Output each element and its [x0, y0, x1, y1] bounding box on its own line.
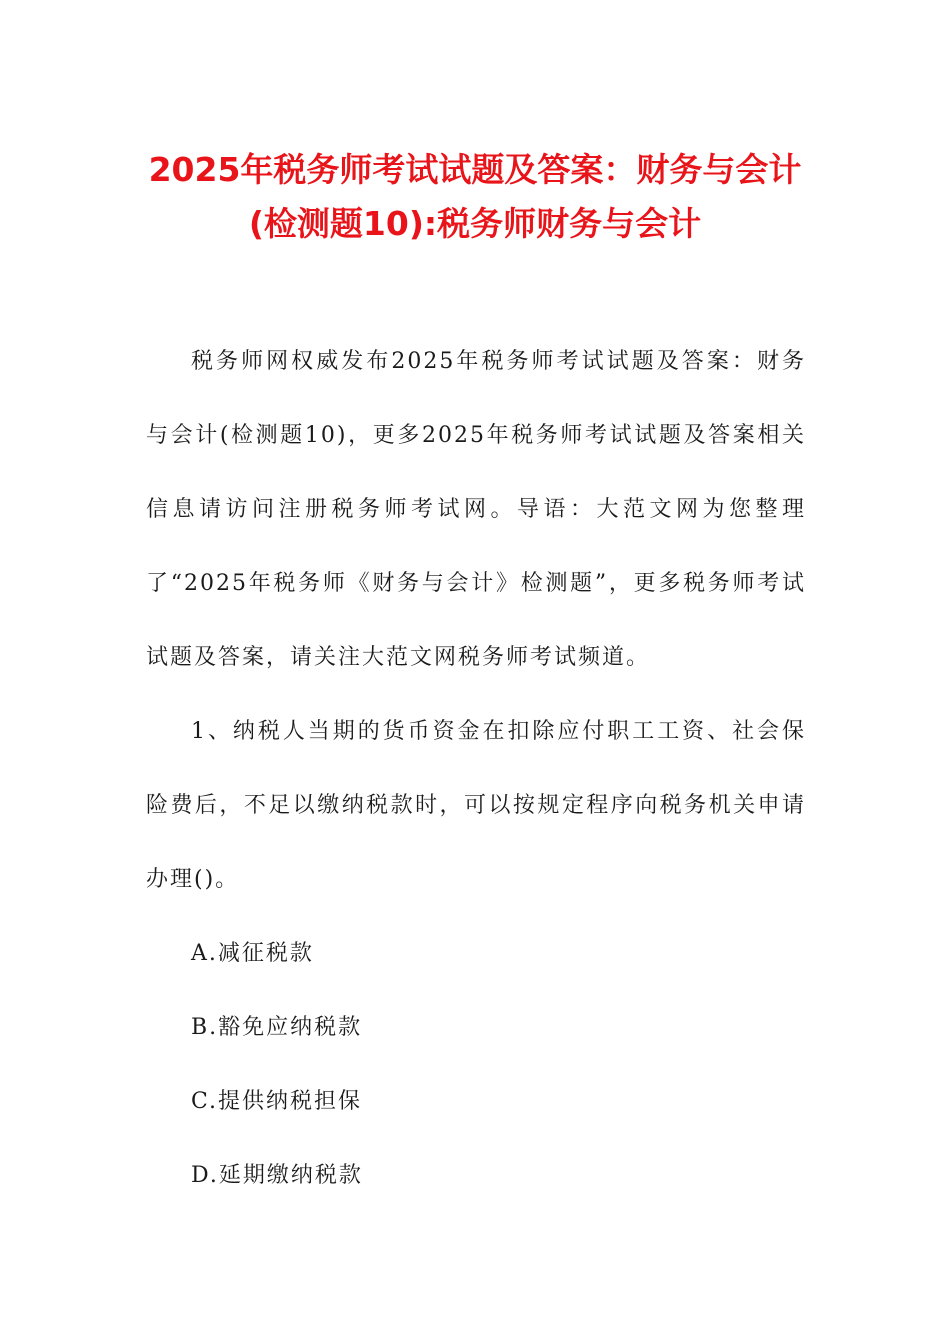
- option-a: A.减征税款: [191, 941, 314, 966]
- intro-paragraph: 税务师网权威发布2025年税务师考试试题及答案：财务与会计(检测题10)，更多2025年税务师考试试题及答案相关信息请访问注册税务师考试网。导语：大范文网为您整理了“2025年税务师《财务与会计》检测题”，更多税务师考试试题及答案，请关注大范文网税务师考试频道。: [146, 349, 806, 670]
- option-b: B.豁免应纳税款: [191, 1015, 363, 1040]
- document-body: [146, 325, 806, 1213]
- title-line-1: 2025年税务师考试试题及答案：财务与会计: [148, 150, 802, 189]
- option-d: D.延期缴纳税款: [191, 1163, 363, 1188]
- question-1: 1、纳税人当期的货币资金在扣除应付职工工资、社会保险费后，不足以缴纳税款时，可以按规定程序向税务机关申请办理()。: [146, 719, 806, 892]
- document-title: [100, 143, 850, 251]
- option-c: C.提供纳税担保: [191, 1089, 363, 1114]
- title-line-2: (检测题10):税务师财务与会计: [248, 204, 702, 243]
